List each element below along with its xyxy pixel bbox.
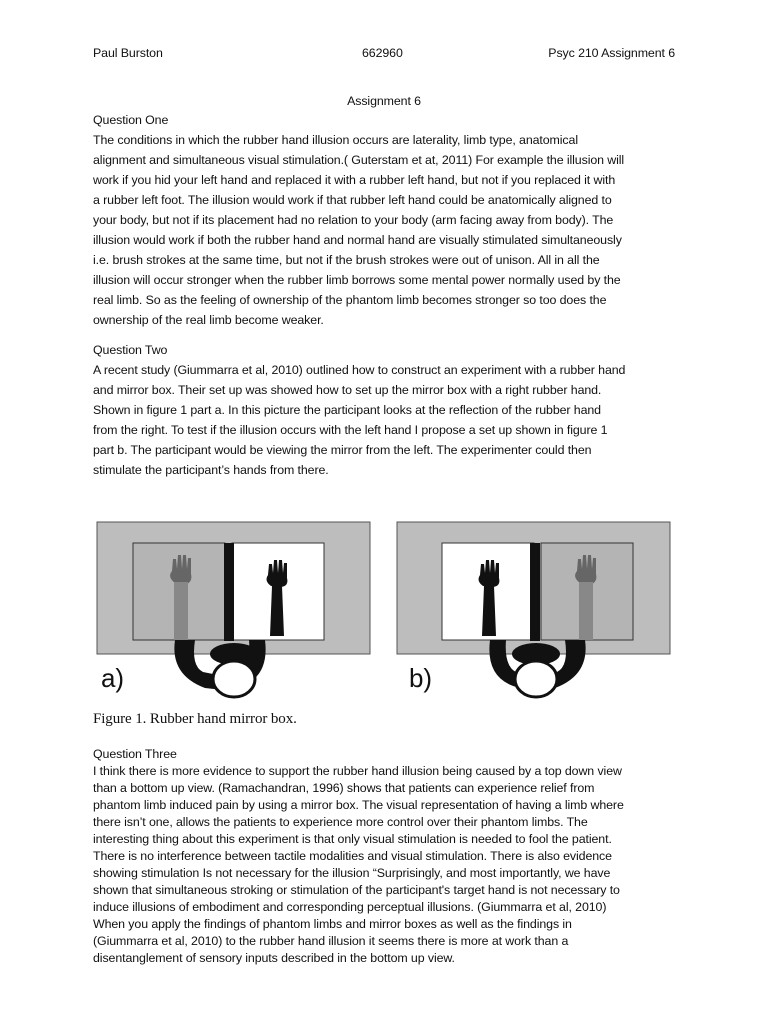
- question-three-section: [93, 746, 683, 967]
- header-author: Paul Burston: [93, 46, 163, 60]
- panel-a-label: a): [101, 663, 124, 693]
- participant-icon: [174, 640, 265, 697]
- figure-caption: Figure 1. Rubber hand mirror box.: [93, 711, 297, 727]
- question-one-section: [93, 110, 683, 330]
- question-three-text: I think there is more evidence to support the rubber hand illusion being caused by a top down view than a bottom up view. (Ramachandran, 1996) shows that patients can experience relief from phantom limb induced pain by using a mirror box. The visual representation of having a limb where there isn’t one, allows the patients to experience more control over their phantom limbs. The interesting thing about this experiment is that only visual stimulation is needed to fool the patient. There is no interference between tactile modalities and visual stimulation. There is also evidence showing stimulation Is not necessary for the illusion “Surprisingly, and most importantly, we have shown that simultaneous stroking or stimulation of the participant's target hand is not necessary to induce illusions of embodiment and corresponding perceptual illusions. (Giummarra et al, 2010) When you apply the findings of phantom limbs and mirror boxes as well as the findings in (Giummarra et al, 2010) to the rubber hand illusion it seems there is more at work than a disentanglement of sensory inputs described in the bottom up view.: [93, 764, 624, 965]
- question-one-heading: Question One: [93, 113, 169, 127]
- question-two-section: [93, 340, 683, 480]
- participant-icon: [489, 640, 585, 697]
- header-student-id: 662960: [362, 46, 403, 60]
- mirror-box-figure: [95, 519, 675, 704]
- figure-panel-a: [97, 522, 370, 697]
- figure-panel-b: [397, 522, 670, 697]
- header-course: Psyc 210 Assignment 6: [548, 46, 675, 60]
- panel-b-label: b): [409, 663, 432, 693]
- question-one-text: The conditions in which the rubber hand illusion occurs are laterality, limb type, anatomical alignment and simultaneous visual stimulation.( Guterstam et at, 2011) For example the illusion will work if you hid your left hand and replaced it with a rubber left hand, but not if you replaced it with a rubber left foot. The illusion would work if that rubber left hand could be anatomically aligned to your body, but not if its placement had no relation to your body (arm facing away from body). The illusion would work if both the rubber hand and normal hand are visually stimulated simultaneously i.e. brush strokes at the same time, but not if the brush strokes were out of unison. All in all the illusion will occur stronger when the rubber limb borrows some mental power normally used by the real limb. So as the feeling of ownership of the phantom limb becomes stronger so too does the ownership of the real limb become weaker.: [93, 133, 625, 327]
- question-two-heading: Question Two: [93, 343, 168, 357]
- question-three-heading: Question Three: [93, 747, 177, 761]
- document-title: Assignment 6: [347, 94, 421, 108]
- question-two-text: A recent study (Giummarra et al, 2010) outlined how to construct an experiment with a rubber hand and mirror box. Their set up was showed how to set up the mirror box with a right rubber hand. Shown in figure 1 part a. In this picture the participant looks at the reflection of the rubber hand from the right. To test if the illusion occurs with the left hand I propose a set up shown in figure 1 part b. The participant would be viewing the mirror from the left. The experimenter could then stimulate the participant’s hands from there.: [93, 363, 626, 477]
